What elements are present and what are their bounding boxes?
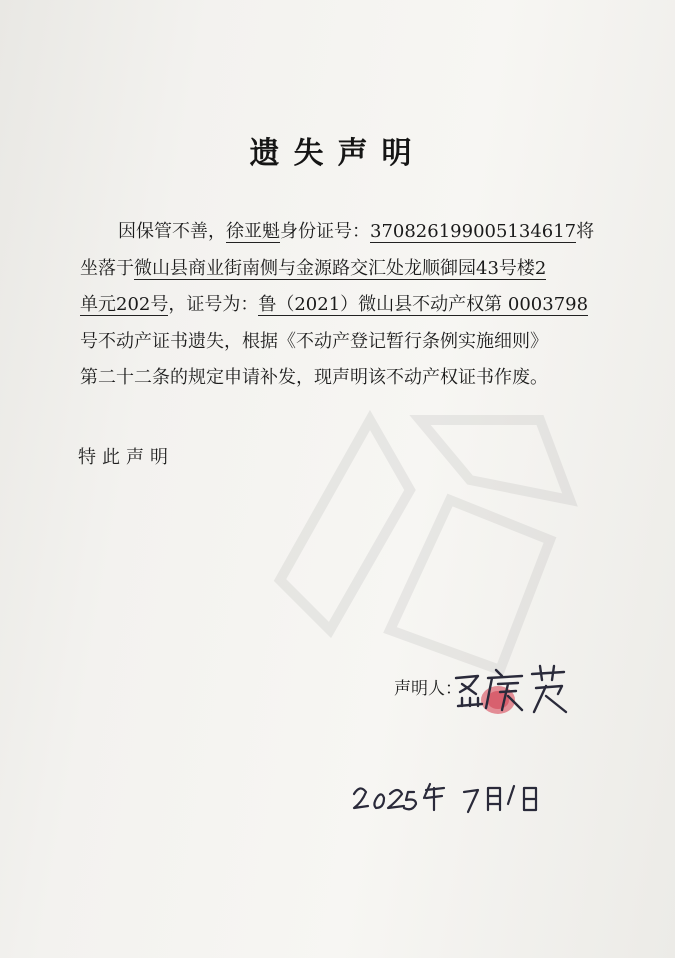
handwritten-signature [448,648,598,728]
text-cert-label: ，证号为： [168,294,259,315]
body-line-1 [80,214,600,251]
text-intro: 因保管不善， [118,221,226,242]
id-number: 370826199005134617 [370,221,577,242]
text-id-label: 身份证号： [280,221,370,242]
body-line-5: 第二十二条的规定申请补发，现声明该不动产权证书作废。 [80,367,548,388]
text-located: 坐落于 [80,257,134,279]
holder-name: 徐亚魁 [226,221,280,242]
declaration-body [80,214,600,397]
closing-statement: 特此声明 [78,447,174,468]
body-line-2 [80,251,600,288]
page-title: 遗失声明 [249,136,426,171]
signer-label: 声明人： [394,679,462,699]
body-line-4: 号不动产证书遗失，根据《不动产登记暂行条例实施细则》 [80,330,548,352]
text-jiang: 将 [576,221,595,242]
cert-number: 鲁（2021）微山县不动产权第 0003798 [258,294,589,315]
handwritten-date [348,774,548,824]
body-line-3 [80,287,600,324]
address-part1: 微山县商业街南侧与金源路交汇处龙顺御园43号楼2 [134,257,547,279]
address-part2: 单元202号 [80,294,169,315]
